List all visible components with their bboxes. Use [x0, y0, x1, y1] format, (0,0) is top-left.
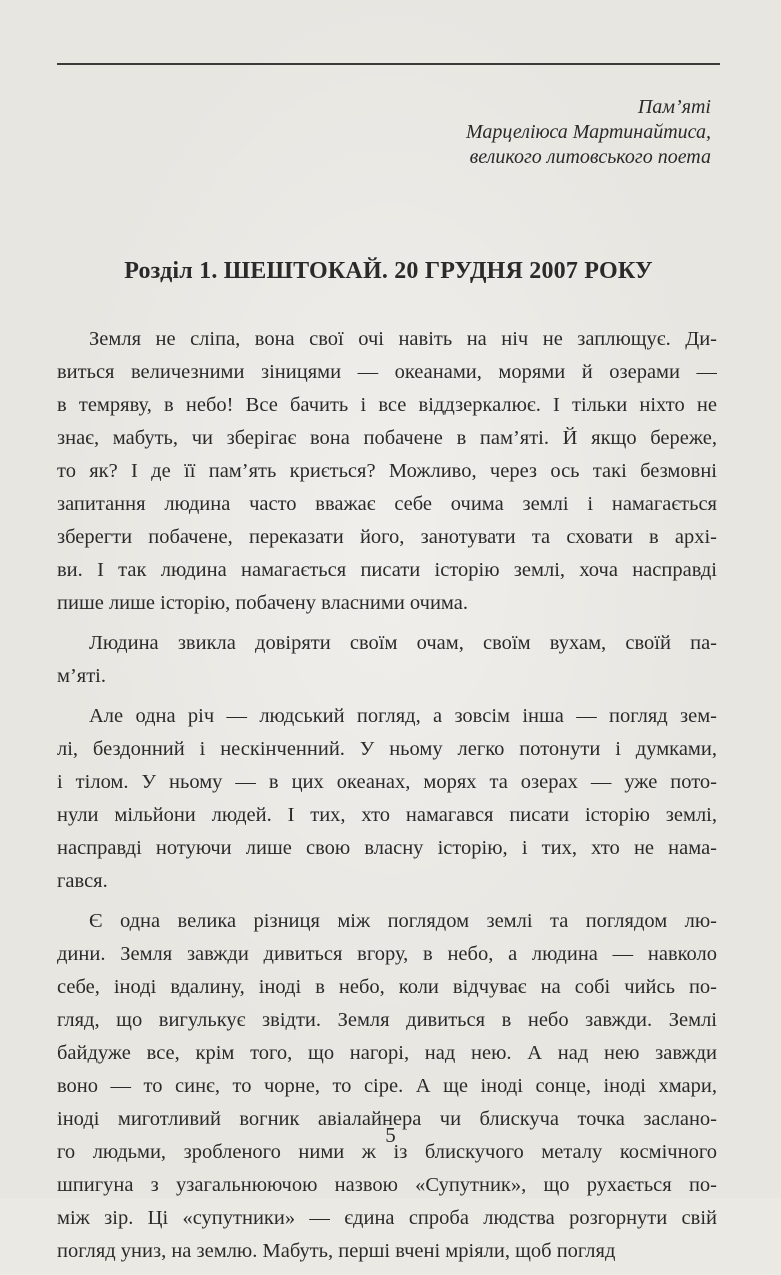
- paragraph: [57, 700, 717, 898]
- text-line: воно — то синє, то чорне, то сіре. А ще іноді сонце, іноді хмари,: [57, 1075, 717, 1097]
- paragraph: [57, 627, 717, 693]
- text-line: насправді нотуючи лише свою власну історію, і тих, хто не нама-: [57, 837, 717, 859]
- text-line: Земля не сліпа, вона свої очі навіть на ніч не заплющує. Ди-: [89, 328, 717, 350]
- paragraph: [57, 323, 717, 620]
- text-line: зберегти побачене, переказати його, занотувати та сховати в архі-: [57, 526, 717, 548]
- text-line: м’яті.: [57, 665, 107, 687]
- text-line: Є одна велика різниця між поглядом землі та поглядом лю-: [89, 910, 717, 932]
- text-line: лі, бездонний і нескінченний. У ньому легко потонути і думками,: [57, 738, 717, 760]
- text-line: в темряву, в небо! Все бачить і все віддзеркалює. І тільки ніхто не: [57, 394, 717, 416]
- text-line: дини. Земля завжди дивиться вгору, в небо, а людина — навколо: [57, 943, 717, 965]
- text-line: запитання людина часто вважає себе очима землі і намагається: [57, 493, 717, 515]
- text-line: пише лише історію, побачену власними очима.: [57, 592, 468, 614]
- text-line: погляд униз, на землю. Мабуть, перші вчені мріяли, щоб погляд: [57, 1240, 616, 1262]
- dedication-line: Пам’яті: [637, 96, 711, 118]
- text-line: нули мільйони людей. І тих, хто намагався писати історію землі,: [57, 804, 717, 826]
- dedication: [111, 95, 711, 170]
- text-line: ви. І так людина намагається писати історію землі, хоча насправді: [57, 559, 717, 581]
- text-line: Людина звикла довіряти своїм очам, своїм вухам, своїй па-: [89, 632, 717, 654]
- text-line: виться величезними зіницями — океанами, морями й озерами —: [57, 361, 717, 383]
- text-line: між зір. Ці «супутники» — єдина спроба людства розгорнути свій: [57, 1207, 717, 1229]
- text-line: гався.: [57, 870, 108, 892]
- page-number: 5: [385, 1123, 396, 1147]
- text-line: го людьми, зробленого ними ж із блискучого металу космічного: [57, 1141, 717, 1163]
- text-line: байдуже все, крім того, що нагорі, над нею. А над нею завжди: [57, 1042, 717, 1064]
- text-line: шпигуна з узагальнюючою назвою «Супутник», що рухається по-: [57, 1174, 717, 1196]
- text-line: і тілом. У ньому — в цих океанах, морях та озерах — уже пото-: [57, 771, 717, 793]
- text-line: іноді миготливий вогник авіалайнера чи блискуча точка заслано-: [57, 1108, 717, 1130]
- dedication-line: великого литовського поета: [469, 146, 711, 168]
- header-rule: [57, 63, 720, 65]
- paragraph: [57, 905, 717, 1268]
- text-line: то як? І де її пам’ять криється? Можливо, через ось такі безмовні: [57, 460, 717, 482]
- dedication-line: Марцеліюса Мартинайтиса,: [465, 121, 711, 143]
- text-line: Але одна річ — людський погляд, а зовсім інша — погляд зем-: [89, 705, 717, 727]
- text-line: себе, іноді вдалину, іноді в небо, коли відчуває на собі чийсь по-: [57, 976, 717, 998]
- chapter-title: Розділ 1. ШЕШТОКАЙ. 20 ГРУДНЯ 2007 РОКУ: [124, 258, 653, 284]
- text-line: гляд, що вигулькує звідти. Земля дивиться в небо завжди. Землі: [57, 1009, 717, 1031]
- text-line: знає, мабуть, чи зберігає вона побачене в пам’яті. Й якщо береже,: [57, 427, 717, 449]
